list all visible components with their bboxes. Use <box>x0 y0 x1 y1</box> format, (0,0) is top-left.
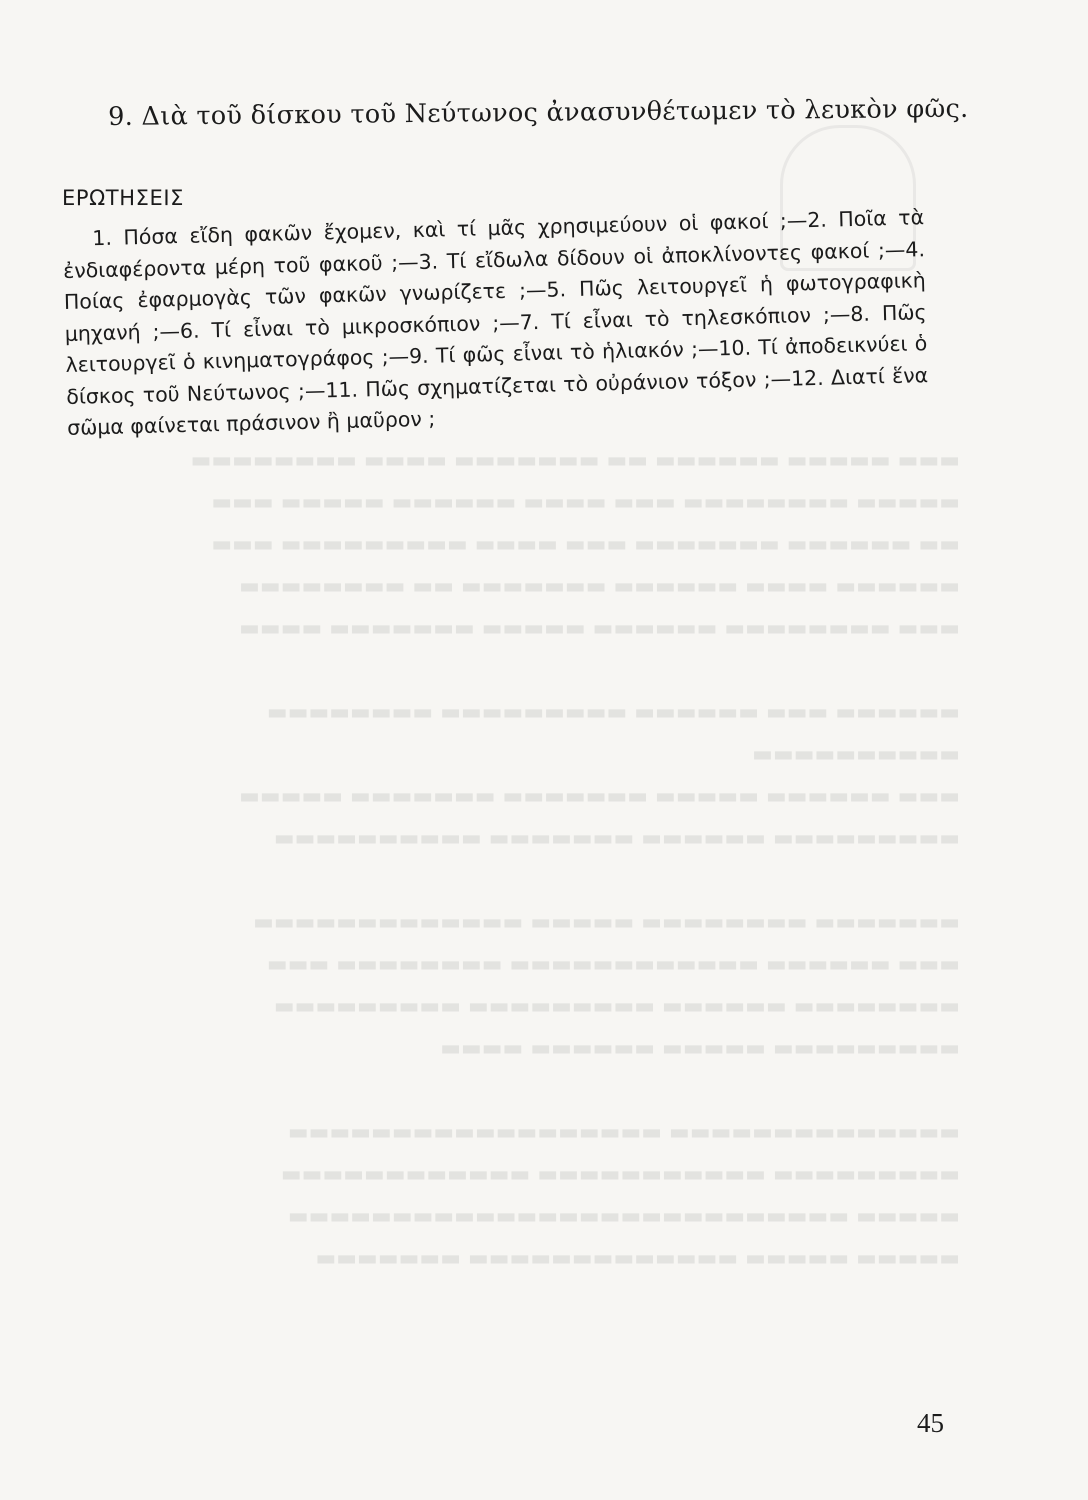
questions-heading: ΕΡΩΤΗΣΕΙΣ <box>62 186 184 210</box>
section-title: 9. Διὰ τοῦ δίσκου τοῦ Νεύτωνος ἀνασυνθέτωμεν τὸ λευκὸν φῶς. <box>108 93 969 132</box>
questions-paragraph: 1. Πόσα εἴδη φακῶν ἔχομεν, καὶ τί μᾶς χρησιμεύουν οἱ φακοί ;—2. Ποῖα τὰ ἐνδιαφέροντα μέρη τοῦ φακοῦ ;—3. Τί εἴδωλα δίδουν οἱ ἀποκλίνοντες φακοί ;—4. Ποίας ἐφαρμογὰς τῶν φακῶν γνωρίζετε ;—5. Πῶς λειτουργεῖ ἡ φωτογραφικὴ μηχανή ;—6. Τί εἶναι τὸ μικροσκόπιον ;—7. Τί εἶναι τὸ τηλεσκόπιον ;—8. Πῶς λειτουργεῖ ὁ κινηματογράφος ;—9. Τί φῶς εἶναι τὸ ἡλιακόν ;—10. Τί ἀποδεικνύει ὁ δίσκος τοῦ Νεύτωνος ;—11. Πῶς σχηματίζεται τὸ οὐράνιον τόξον ;—12. Διατί ἕνα σῶμα φαίνεται πράσινον ἢ μαῦρον ; <box>62 205 929 440</box>
page-number: 45 <box>917 1408 944 1438</box>
bleed-through-text: ▬▬▬ ▬▬▬▬▬ ▬▬▬▬▬▬ ▬▬ ▬▬▬▬▬▬▬ ▬▬▬▬ ▬▬▬▬▬▬▬▬ ▬▬▬▬▬ ▬▬▬▬▬▬▬▬ ▬▬▬ ▬▬▬▬ ▬▬▬▬▬▬ ▬▬▬▬▬ ▬▬▬ ▬▬ ▬▬▬▬▬▬ ▬▬▬▬▬▬▬ ▬▬▬ ▬▬▬▬ ▬▬▬▬▬▬▬▬▬ ▬▬▬ ▬▬▬▬▬▬ ▬▬▬▬ ▬▬▬▬▬▬ ▬▬▬▬▬▬▬ ▬▬ ▬▬▬▬▬▬▬▬ ▬▬▬ ▬▬▬▬▬▬▬▬ ▬▬▬▬▬▬ ▬▬▬▬▬ ▬▬▬▬▬▬▬ ▬▬▬▬ ▬▬▬▬▬▬ ▬▬▬ ▬▬▬▬▬▬ ▬▬▬▬▬▬▬▬▬ ▬▬▬▬▬▬▬▬ ▬▬▬▬▬▬▬▬▬▬ ▬▬▬ ▬▬▬▬▬▬ ▬▬▬▬▬ ▬▬▬▬▬▬▬ ▬▬▬▬▬▬▬ ▬▬▬▬▬ ▬▬▬▬▬▬▬▬▬ ▬▬▬▬▬▬ ▬▬▬▬▬▬▬ ▬▬▬▬▬▬▬▬▬▬ ▬▬▬▬▬▬▬ ▬▬▬▬▬▬▬▬ ▬▬▬▬▬ ▬▬▬▬▬▬▬▬▬▬▬▬▬ ▬▬▬ ▬▬▬▬▬▬ ▬▬▬▬▬▬▬▬▬▬▬▬ ▬▬▬▬▬▬▬▬ ▬▬▬ ▬▬▬▬▬▬▬▬ ▬▬▬▬▬▬ ▬▬▬▬▬▬▬▬▬ ▬▬▬▬▬▬▬▬▬ ▬▬▬▬▬▬▬▬▬ ▬▬▬▬▬ ▬▬▬▬▬▬ ▬▬▬▬ ▬▬▬▬▬▬▬▬▬▬▬▬▬▬ ▬▬▬▬▬▬▬▬▬▬▬▬▬▬▬▬▬▬ ▬▬▬▬▬▬▬▬▬ ▬▬▬▬▬▬▬▬▬▬▬ ▬▬▬▬▬▬▬▬▬▬▬▬ ▬▬▬▬▬ ▬▬▬▬▬▬▬▬▬▬▬▬▬▬▬▬▬▬▬▬▬▬▬▬▬▬▬ ▬▬▬▬▬ ▬▬▬▬▬ ▬▬▬▬▬▬▬▬▬▬▬▬▬ ▬▬▬▬▬▬▬ <box>190 448 960 1271</box>
